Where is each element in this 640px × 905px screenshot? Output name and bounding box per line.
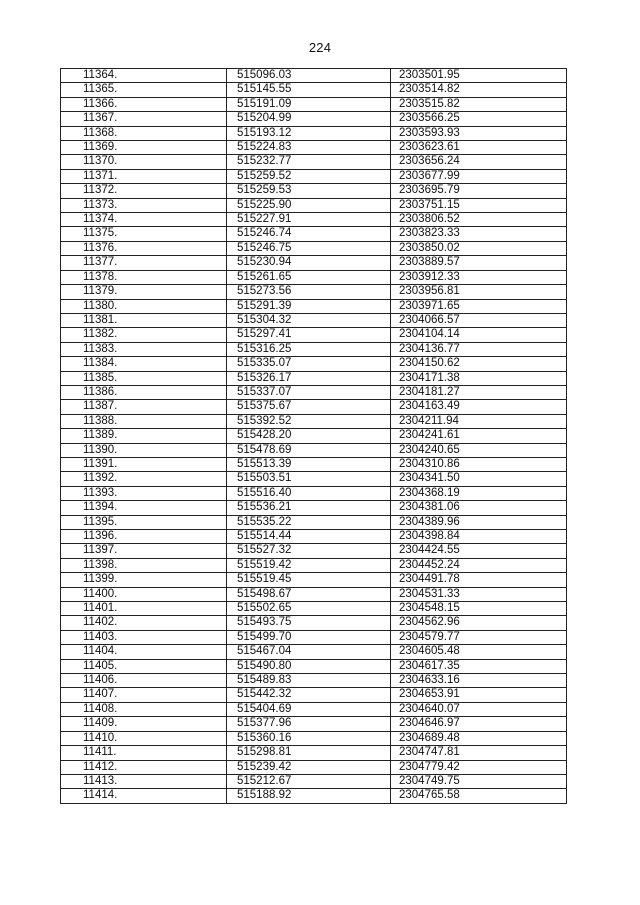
point-number-cell: 11384. (61, 357, 227, 371)
y-coordinate-cell: 2304640.07 (391, 702, 567, 716)
table-row (61, 789, 567, 803)
x-coordinate-cell: 515224.83 (227, 141, 391, 155)
point-number-cell: 11403. (61, 630, 227, 644)
table-row (61, 141, 567, 155)
table-row (61, 760, 567, 774)
point-number-cell: 11407. (61, 688, 227, 702)
point-number-cell: 11382. (61, 328, 227, 342)
point-number-cell: 11412. (61, 760, 227, 774)
point-number-cell: 11387. (61, 400, 227, 414)
point-number-cell: 11365. (61, 83, 227, 97)
y-coordinate-cell: 2304452.24 (391, 558, 567, 572)
table-row (61, 371, 567, 385)
x-coordinate-cell: 515297.41 (227, 328, 391, 342)
y-coordinate-cell: 2304381.06 (391, 501, 567, 515)
y-coordinate-cell: 2304548.15 (391, 602, 567, 616)
table-row (61, 227, 567, 241)
point-number-cell: 11376. (61, 241, 227, 255)
y-coordinate-cell: 2303501.95 (391, 69, 567, 83)
point-number-cell: 11405. (61, 659, 227, 673)
x-coordinate-cell: 515499.70 (227, 630, 391, 644)
point-number-cell: 11386. (61, 385, 227, 399)
table-row (61, 313, 567, 327)
table-row (61, 328, 567, 342)
point-number-cell: 11371. (61, 169, 227, 183)
table-row (61, 97, 567, 111)
x-coordinate-cell: 515212.67 (227, 774, 391, 788)
table-row (61, 616, 567, 630)
x-coordinate-cell: 515204.99 (227, 112, 391, 126)
point-number-cell: 11385. (61, 371, 227, 385)
x-coordinate-cell: 515404.69 (227, 702, 391, 716)
y-coordinate-cell: 2303623.61 (391, 141, 567, 155)
point-number-cell: 11374. (61, 213, 227, 227)
point-number-cell: 11409. (61, 717, 227, 731)
table-row (61, 429, 567, 443)
x-coordinate-cell: 515467.04 (227, 645, 391, 659)
point-number-cell: 11395. (61, 515, 227, 529)
table-row (61, 702, 567, 716)
x-coordinate-cell: 515246.74 (227, 227, 391, 241)
point-number-cell: 11370. (61, 155, 227, 169)
point-number-cell: 11410. (61, 731, 227, 745)
y-coordinate-cell: 2304163.49 (391, 400, 567, 414)
table-row (61, 515, 567, 529)
x-coordinate-cell: 515291.39 (227, 299, 391, 313)
table-row (61, 573, 567, 587)
point-number-cell: 11391. (61, 457, 227, 471)
y-coordinate-cell: 2303971.65 (391, 299, 567, 313)
x-coordinate-cell: 515503.51 (227, 472, 391, 486)
x-coordinate-cell: 515316.25 (227, 342, 391, 356)
table-row (61, 299, 567, 313)
y-coordinate-cell: 2304171.38 (391, 371, 567, 385)
point-number-cell: 11408. (61, 702, 227, 716)
point-number-cell: 11401. (61, 602, 227, 616)
x-coordinate-cell: 515304.32 (227, 313, 391, 327)
table-row (61, 659, 567, 673)
y-coordinate-cell: 2304240.65 (391, 443, 567, 457)
y-coordinate-cell: 2304605.48 (391, 645, 567, 659)
x-coordinate-cell: 515527.32 (227, 544, 391, 558)
x-coordinate-cell: 515392.52 (227, 414, 391, 428)
y-coordinate-cell: 2304368.19 (391, 486, 567, 500)
x-coordinate-cell: 515519.45 (227, 573, 391, 587)
point-number-cell: 11398. (61, 558, 227, 572)
y-coordinate-cell: 2304211.94 (391, 414, 567, 428)
y-coordinate-cell: 2303677.99 (391, 169, 567, 183)
y-coordinate-cell: 2304104.14 (391, 328, 567, 342)
page-number: 224 (308, 40, 332, 55)
y-coordinate-cell: 2304389.96 (391, 515, 567, 529)
table-row (61, 717, 567, 731)
table-row (61, 746, 567, 760)
table-row (61, 198, 567, 212)
table-row (61, 602, 567, 616)
point-number-cell: 11411. (61, 746, 227, 760)
x-coordinate-cell: 515145.55 (227, 83, 391, 97)
y-coordinate-cell: 2303956.81 (391, 285, 567, 299)
point-number-cell: 11393. (61, 486, 227, 500)
x-coordinate-cell: 515246.75 (227, 241, 391, 255)
y-coordinate-cell: 2303912.33 (391, 270, 567, 284)
point-number-cell: 11396. (61, 530, 227, 544)
y-coordinate-cell: 2303889.57 (391, 256, 567, 270)
x-coordinate-cell: 515232.77 (227, 155, 391, 169)
x-coordinate-cell: 515335.07 (227, 357, 391, 371)
y-coordinate-cell: 2304066.57 (391, 313, 567, 327)
table-row (61, 385, 567, 399)
table-row (61, 472, 567, 486)
y-coordinate-cell: 2304310.86 (391, 457, 567, 471)
table-row (61, 213, 567, 227)
y-coordinate-cell: 2304398.84 (391, 530, 567, 544)
point-number-cell: 11392. (61, 472, 227, 486)
table-row (61, 457, 567, 471)
table-row (61, 544, 567, 558)
x-coordinate-cell: 515514.44 (227, 530, 391, 544)
point-number-cell: 11366. (61, 97, 227, 111)
y-coordinate-cell: 2303823.33 (391, 227, 567, 241)
y-coordinate-cell: 2304531.33 (391, 587, 567, 601)
point-number-cell: 11406. (61, 674, 227, 688)
y-coordinate-cell: 2304765.58 (391, 789, 567, 803)
y-coordinate-cell: 2304779.42 (391, 760, 567, 774)
y-coordinate-cell: 2303656.24 (391, 155, 567, 169)
point-number-cell: 11394. (61, 501, 227, 515)
x-coordinate-cell: 515536.21 (227, 501, 391, 515)
table-row (61, 558, 567, 572)
y-coordinate-cell: 2304136.77 (391, 342, 567, 356)
y-coordinate-cell: 2304633.16 (391, 674, 567, 688)
table-row (61, 400, 567, 414)
point-number-cell: 11390. (61, 443, 227, 457)
x-coordinate-cell: 515360.16 (227, 731, 391, 745)
point-number-cell: 11379. (61, 285, 227, 299)
table-row (61, 69, 567, 83)
table-row (61, 443, 567, 457)
y-coordinate-cell: 2304617.35 (391, 659, 567, 673)
point-number-cell: 11413. (61, 774, 227, 788)
x-coordinate-cell: 515498.67 (227, 587, 391, 601)
point-number-cell: 11399. (61, 573, 227, 587)
y-coordinate-cell: 2304424.55 (391, 544, 567, 558)
y-coordinate-cell: 2303566.25 (391, 112, 567, 126)
x-coordinate-cell: 515259.53 (227, 184, 391, 198)
table-row (61, 688, 567, 702)
y-coordinate-cell: 2304689.48 (391, 731, 567, 745)
table-row (61, 674, 567, 688)
x-coordinate-cell: 515227.91 (227, 213, 391, 227)
x-coordinate-cell: 515239.42 (227, 760, 391, 774)
table-row (61, 645, 567, 659)
y-coordinate-cell: 2304562.96 (391, 616, 567, 630)
y-coordinate-cell: 2303806.52 (391, 213, 567, 227)
x-coordinate-cell: 515259.52 (227, 169, 391, 183)
y-coordinate-cell: 2303695.79 (391, 184, 567, 198)
point-number-cell: 11378. (61, 270, 227, 284)
y-coordinate-cell: 2303514.82 (391, 83, 567, 97)
table-row (61, 342, 567, 356)
y-coordinate-cell: 2304579.77 (391, 630, 567, 644)
point-number-cell: 11372. (61, 184, 227, 198)
table-row (61, 270, 567, 284)
x-coordinate-cell: 515273.56 (227, 285, 391, 299)
x-coordinate-cell: 515442.32 (227, 688, 391, 702)
table-row (61, 256, 567, 270)
table-row (61, 169, 567, 183)
y-coordinate-cell: 2304241.61 (391, 429, 567, 443)
x-coordinate-cell: 515490.80 (227, 659, 391, 673)
x-coordinate-cell: 515519.42 (227, 558, 391, 572)
table-row (61, 530, 567, 544)
y-coordinate-cell: 2304181.27 (391, 385, 567, 399)
x-coordinate-cell: 515535.22 (227, 515, 391, 529)
point-number-cell: 11367. (61, 112, 227, 126)
x-coordinate-cell: 515191.09 (227, 97, 391, 111)
y-coordinate-cell: 2304150.62 (391, 357, 567, 371)
table-row (61, 774, 567, 788)
point-number-cell: 11375. (61, 227, 227, 241)
table-row (61, 587, 567, 601)
y-coordinate-cell: 2304646.97 (391, 717, 567, 731)
point-number-cell: 11380. (61, 299, 227, 313)
x-coordinate-cell: 515326.17 (227, 371, 391, 385)
table-body (61, 69, 567, 804)
table-row (61, 83, 567, 97)
point-number-cell: 11383. (61, 342, 227, 356)
point-number-cell: 11397. (61, 544, 227, 558)
point-number-cell: 11369. (61, 141, 227, 155)
table-row (61, 126, 567, 140)
x-coordinate-cell: 515261.65 (227, 270, 391, 284)
table-row (61, 155, 567, 169)
y-coordinate-cell: 2303515.82 (391, 97, 567, 111)
table-row (61, 486, 567, 500)
point-number-cell: 11388. (61, 414, 227, 428)
x-coordinate-cell: 515513.39 (227, 457, 391, 471)
point-number-cell: 11373. (61, 198, 227, 212)
y-coordinate-cell: 2304747.81 (391, 746, 567, 760)
x-coordinate-cell: 515337.07 (227, 385, 391, 399)
table-row (61, 414, 567, 428)
x-coordinate-cell: 515516.40 (227, 486, 391, 500)
table-row (61, 501, 567, 515)
point-number-cell: 11389. (61, 429, 227, 443)
y-coordinate-cell: 2304653.91 (391, 688, 567, 702)
y-coordinate-cell: 2304491.78 (391, 573, 567, 587)
point-number-cell: 11400. (61, 587, 227, 601)
table-row (61, 630, 567, 644)
point-number-cell: 11364. (61, 69, 227, 83)
x-coordinate-cell: 515230.94 (227, 256, 391, 270)
table-row (61, 731, 567, 745)
table-row (61, 112, 567, 126)
x-coordinate-cell: 515478.69 (227, 443, 391, 457)
y-coordinate-cell: 2303593.93 (391, 126, 567, 140)
point-number-cell: 11377. (61, 256, 227, 270)
x-coordinate-cell: 515193.12 (227, 126, 391, 140)
x-coordinate-cell: 515375.67 (227, 400, 391, 414)
x-coordinate-cell: 515188.92 (227, 789, 391, 803)
x-coordinate-cell: 515493.75 (227, 616, 391, 630)
x-coordinate-cell: 515096.03 (227, 69, 391, 83)
x-coordinate-cell: 515428.20 (227, 429, 391, 443)
x-coordinate-cell: 515489.83 (227, 674, 391, 688)
table-row (61, 241, 567, 255)
y-coordinate-cell: 2304341.50 (391, 472, 567, 486)
point-number-cell: 11404. (61, 645, 227, 659)
point-number-cell: 11381. (61, 313, 227, 327)
point-number-cell: 11368. (61, 126, 227, 140)
table-row (61, 184, 567, 198)
x-coordinate-cell: 515298.81 (227, 746, 391, 760)
y-coordinate-cell: 2304749.75 (391, 774, 567, 788)
table-row (61, 285, 567, 299)
point-number-cell: 11414. (61, 789, 227, 803)
x-coordinate-cell: 515377.96 (227, 717, 391, 731)
table-row (61, 357, 567, 371)
y-coordinate-cell: 2303850.02 (391, 241, 567, 255)
y-coordinate-cell: 2303751.15 (391, 198, 567, 212)
x-coordinate-cell: 515225.90 (227, 198, 391, 212)
x-coordinate-cell: 515502.65 (227, 602, 391, 616)
coordinates-table (60, 68, 567, 804)
point-number-cell: 11402. (61, 616, 227, 630)
